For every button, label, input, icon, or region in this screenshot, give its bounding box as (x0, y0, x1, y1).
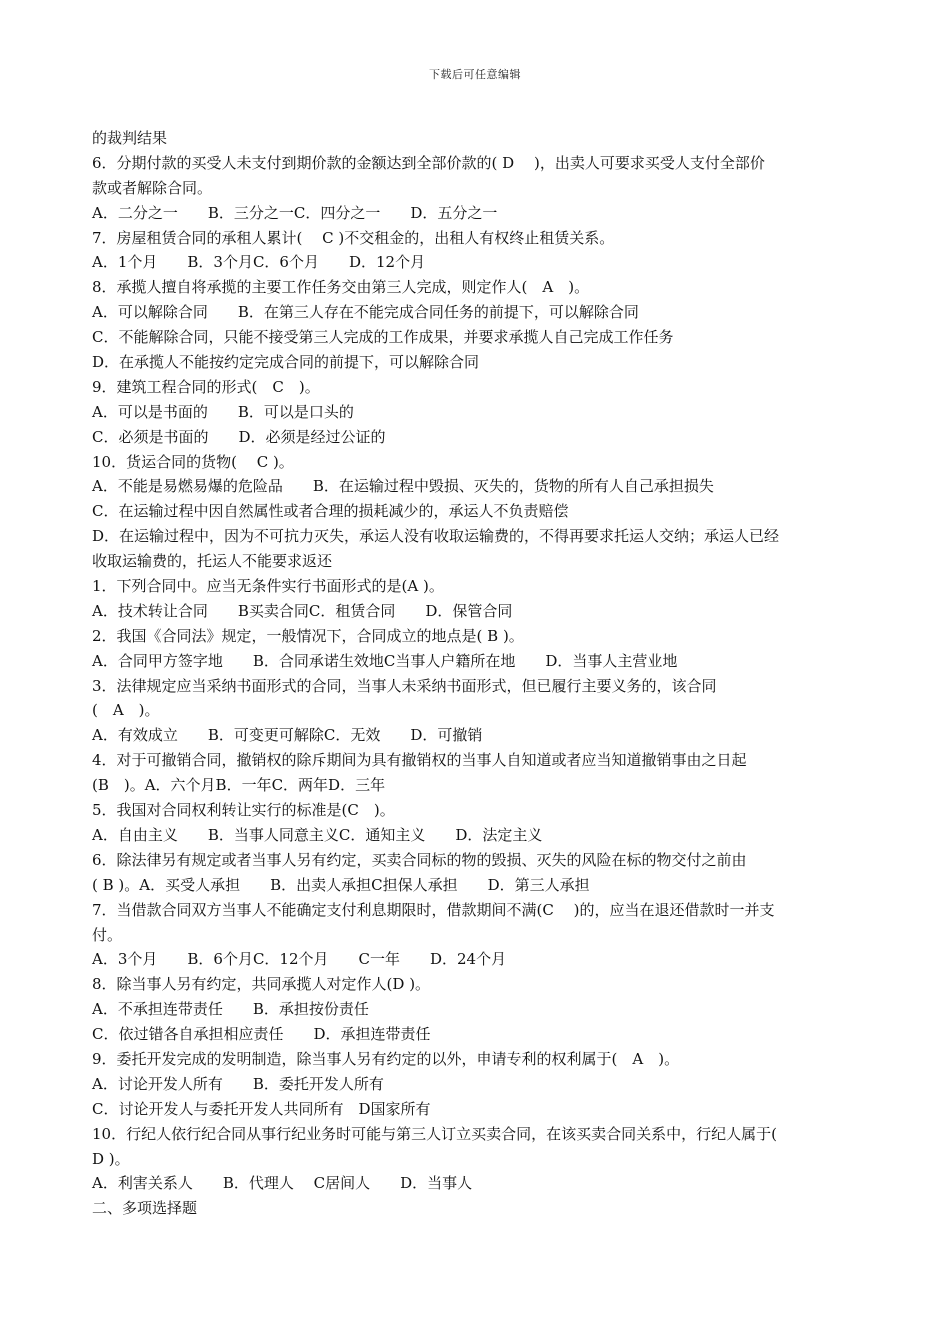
text-line: 8．承揽人擅自将承揽的主要工作任务交由第三人完成，则定作人( A )。 (92, 278, 590, 297)
text-line: A．不承担连带责任 B．承担按份责任 (92, 1000, 369, 1019)
section-heading: 二、多项选择题 (92, 1199, 198, 1218)
text-line: 2．我国《合同法》规定，一般情况下，合同成立的地点是( B )。 (92, 626, 524, 645)
text-line: 付。 (92, 925, 123, 944)
text-line: A．不能是易燃易爆的危险品 B．在运输过程中毁损、灭失的，货物的所有人自己承担损失 (92, 477, 714, 496)
text-line: 3．法律规定应当采纳书面形式的合同，当事人未采纳书面形式，但已履行主要义务的，该合同 (92, 676, 717, 695)
text-line: 6．除法律另有规定或者当事人另有约定，买卖合同标的物的毁损、灭失的风险在标的物交付之前由 (92, 850, 747, 869)
text-line: C．不能解除合同，只能不接受第三人完成的工作成果，并要求承揽人自己完成工作任务 (92, 328, 674, 347)
text-line: ( A )。 (92, 701, 160, 720)
text-line: C．讨论开发人与委托开发人共同所有 D国家所有 (92, 1099, 431, 1118)
text-line: ( B )。A．买受人承担 B．出卖人承担C担保人承担 D．第三人承担 (92, 875, 590, 894)
text-line: 7．当借款合同双方当事人不能确定支付利息期限时，借款期间不满(C )的，应当在退还借款时一并支 (92, 900, 775, 919)
text-line: C．依过错各自承担相应责任 D．承担连带责任 (92, 1025, 431, 1044)
text-line: D )。 (92, 1149, 130, 1168)
text-line: 5．我国对合同权利转让实行的标准是(C )。 (92, 801, 395, 820)
text-line: D．在运输过程中，因为不可抗力灭失，承运人没有收取运输费的，不得再要求托运人交纳；承运人已经 (92, 527, 780, 546)
text-line: A．二分之一 B．三分之一C．四分之一 D．五分之一 (92, 203, 498, 222)
text-line: 10．货运合同的货物( C )。 (92, 452, 294, 471)
text-line: A．自由主义 B．当事人同意主义C．通知主义 D．法定主义 (92, 825, 543, 844)
text-line: A．有效成立 B．可变更可解除C．无效 D．可撤销 (92, 726, 483, 745)
text-line: A．技术转让合同 B买卖合同C．租赁合同 D．保管合同 (92, 601, 513, 620)
document-body (92, 126, 862, 1221)
text-line: A．讨论开发人所有 B．委托开发人所有 (92, 1074, 384, 1093)
text-line: C．必须是书面的 D．必须是经过公证的 (92, 427, 386, 446)
text-line: 款或者解除合同。 (92, 178, 213, 197)
text-line: 7．房屋租赁合同的承租人累计( C )不交租金的，出租人有权终止租赁关系。 (92, 228, 615, 247)
text-line: 9．建筑工程合同的形式( C )。 (92, 377, 320, 396)
text-line: 4．对于可撤销合同，撤销权的除斥期间为具有撤销权的当事人自知道或者应当知道撤销事由之日起 (92, 751, 747, 770)
page-header: 下载后可任意编辑 (429, 68, 521, 81)
text-line: A．合同甲方签字地 B．合同承诺生效地C当事人户籍所在地 D．当事人主营业地 (92, 651, 678, 670)
text-line: 1．下列合同中。应当无条件实行书面形式的是(A )。 (92, 577, 444, 596)
text-line: D．在承揽人不能按约定完成合同的前提下，可以解除合同 (92, 353, 480, 372)
text-line: A．可以解除合同 B．在第三人存在不能完成合同任务的前提下，可以解除合同 (92, 303, 639, 322)
text-line: 10．行纪人依行纪合同从事行纪业务时可能与第三人订立买卖合同，在该买卖合同关系中，行纪人属于( (92, 1124, 777, 1143)
text-line: 收取运输费的，托运人不能要求返还 (92, 552, 333, 571)
text-line: 8．除当事人另有约定，共同承揽人对定作人(D )。 (92, 975, 431, 994)
text-line: A．利害关系人 B．代理人 C居间人 D．当事人 (92, 1174, 473, 1193)
text-line: 的裁判结果 (92, 129, 168, 147)
text-line: 6．分期付款的买受人未支付到期价款的金额达到全部价款的( D )，出卖人可要求买受人支付全部价 (92, 153, 765, 172)
text-line: A．可以是书面的 B．可以是口头的 (92, 402, 354, 421)
text-line: A．3个月 B．6个月C．12个月 C一年 D．24个月 (92, 950, 507, 969)
text-line: C．在运输过程中因自然属性或者合理的损耗减少的，承运人不负责赔偿 (92, 502, 569, 521)
text-line: A．1个月 B．3个月C．6个月 D．12个月 (92, 253, 426, 272)
text-line: (B )。A．六个月B．一年C．两年D．三年 (92, 776, 386, 795)
text-line: 9．委托开发完成的发明制造，除当事人另有约定的以外，申请专利的权利属于( A )。 (92, 1049, 680, 1068)
